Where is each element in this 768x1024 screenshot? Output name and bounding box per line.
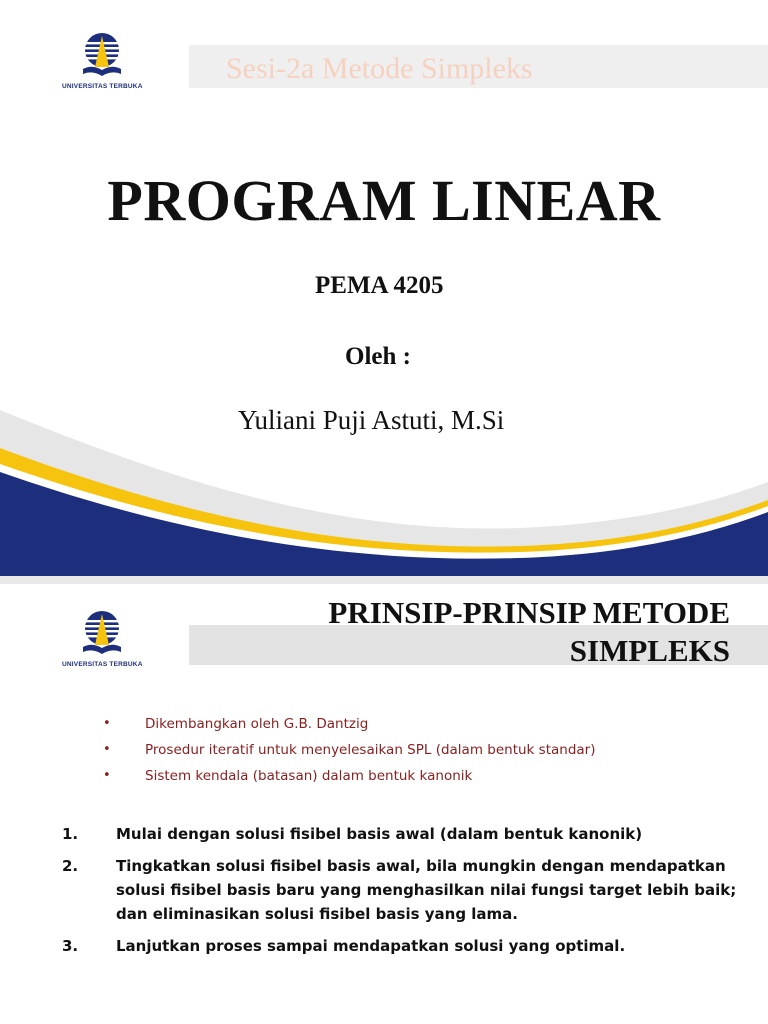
logo-text: UNIVERSITAS TERBUKA	[62, 661, 143, 668]
bullet-text: Dikembangkan oleh G.B. Dantzig	[145, 716, 369, 732]
step-number: 1.	[62, 825, 79, 843]
bullet-dot-icon: •	[103, 768, 111, 783]
decorative-wave	[0, 400, 768, 576]
heading-line-1: PRINSIP-PRINSIP METODE	[328, 595, 730, 630]
steps-list	[62, 822, 762, 966]
content-slide	[0, 584, 768, 1024]
bullet-text: Sistem kendala (batasan) dalam bentuk kanonik	[145, 768, 473, 784]
author-name: Yuliani Puji Astuti, M.Si	[238, 405, 505, 435]
session-title: Sesi-2a Metode Simpleks	[226, 52, 533, 85]
bullet-item	[103, 711, 595, 737]
slide-heading	[328, 594, 730, 670]
bullet-dot-icon: •	[103, 742, 111, 757]
step-text: Mulai dengan solusi fisibel basis awal (dalam bentuk kanonik)	[116, 825, 643, 843]
bullet-dot-icon: •	[103, 716, 111, 731]
logo-text: UNIVERSITAS TERBUKA	[62, 83, 143, 90]
bullet-text: Prosedur iteratif untuk menyelesaikan SPL (dalam bentuk standar)	[145, 742, 596, 758]
university-logo-icon	[80, 608, 124, 660]
main-title: PROGRAM LINEAR	[107, 168, 661, 233]
bullet-item	[103, 763, 595, 789]
by-label: Oleh :	[345, 343, 411, 370]
step-item	[62, 822, 762, 846]
slide-divider	[0, 576, 768, 584]
heading-line-2: SIMPLEKS	[569, 632, 730, 668]
university-logo	[62, 608, 142, 668]
course-code: PEMA 4205	[315, 272, 444, 299]
step-number: 2.	[62, 857, 79, 875]
step-text: Lanjutkan proses sampai mendapatkan solusi yang optimal.	[116, 937, 626, 955]
step-text: Tingkatkan solusi fisibel basis awal, bila mungkin dengan mendapatkan solusi fisibel basis baru yang menghasilkan nilai fungsi target lebih baik; dan eliminasikan solusi fisibel basis yang lama.	[116, 857, 737, 923]
university-logo	[62, 30, 142, 90]
bullet-list	[103, 711, 595, 789]
step-item	[62, 934, 762, 958]
bullet-item	[103, 737, 595, 763]
university-logo-icon	[80, 30, 124, 82]
step-number: 3.	[62, 937, 79, 955]
step-item	[62, 854, 762, 926]
